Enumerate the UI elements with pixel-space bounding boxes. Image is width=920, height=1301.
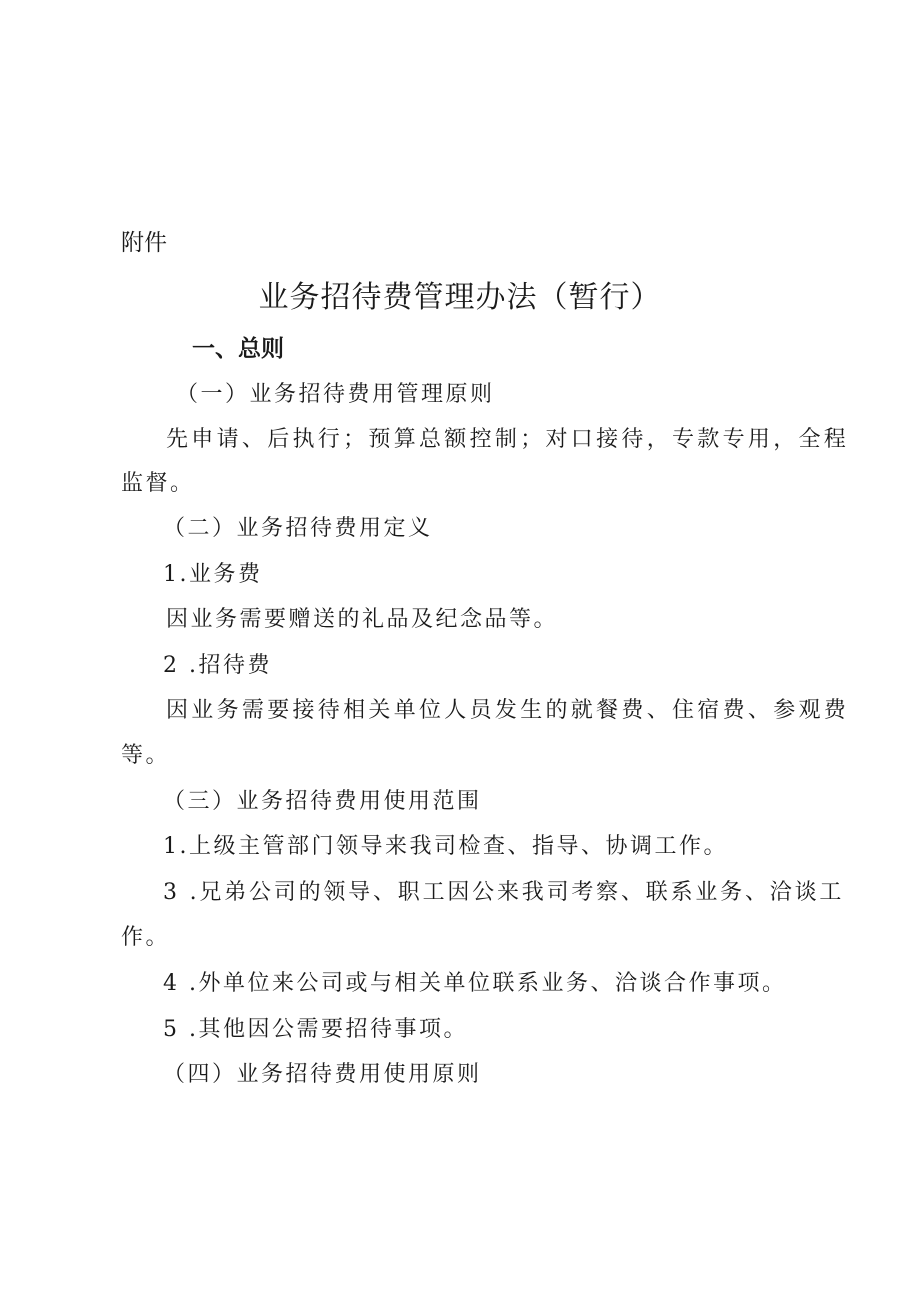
subsection-heading-usage-principles: （四）业务招待费用使用原则 xyxy=(163,1062,482,1087)
list-item-entertainment-fee: 2 .招待费 xyxy=(163,653,272,678)
list-item-scope-5: 5 .其他因公需要招待事项。 xyxy=(163,1017,468,1042)
list-item-business-fee-desc: 因业务需要赠送的礼品及纪念品等。 xyxy=(166,607,559,632)
subsection-heading-principles: （一）业务招待费用管理原则 xyxy=(176,382,495,407)
paragraph-principles-line-2: 监督。 xyxy=(121,471,195,496)
list-item-scope-3-line-2: 作。 xyxy=(121,925,171,950)
subsection-heading-definition: （二）业务招待费用定义 xyxy=(163,516,433,541)
list-item-scope-1: 1.上级主管部门领导来我司检查、指导、协调工作。 xyxy=(163,834,728,859)
attachment-label: 附件 xyxy=(121,230,167,256)
list-item-entertainment-fee-desc-line-1: 因业务需要接待相关单位人员发生的就餐费、住宿费、参观费 xyxy=(166,698,850,723)
list-item-business-fee: 1.业务费 xyxy=(163,562,263,587)
list-item-scope-4: 4 .外单位来公司或与相关单位联系业务、洽谈合作事项。 xyxy=(163,971,787,996)
subsection-heading-scope: （三）业务招待费用使用范围 xyxy=(163,789,482,814)
document-title: 业务招待费管理办法（暂行） xyxy=(258,280,662,315)
list-item-scope-3-line-1: 3 .兄弟公司的领导、职工因公来我司考察、联系业务、洽谈工 xyxy=(163,880,845,905)
list-item-entertainment-fee-desc-line-2: 等。 xyxy=(121,743,171,768)
paragraph-principles-line-1: 先申请、后执行；预算总额控制；对口接待，专款专用，全程 xyxy=(166,427,850,452)
section-heading-general: 一、总则 xyxy=(192,336,284,362)
